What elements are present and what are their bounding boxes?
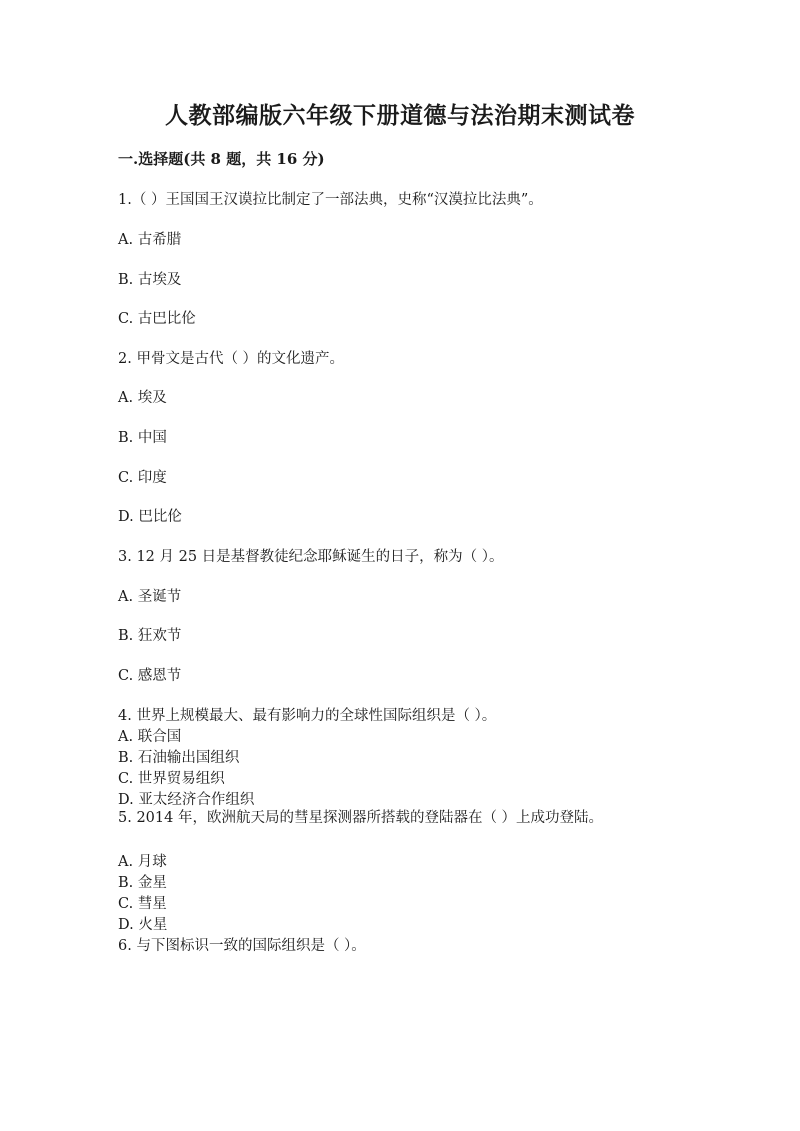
- exam-title: 人教部编版六年级下册道德与法治期末测试卷: [165, 102, 635, 129]
- question-5-option-d[interactable]: D. 火星: [118, 917, 168, 933]
- question-5-stem: 5. 2014 年，欧洲航天局的彗星探测器所搭载的登陆器在（ ）上成功登陆。: [118, 810, 604, 826]
- question-2-option-c[interactable]: C. 印度: [118, 470, 167, 486]
- question-2-option-d[interactable]: D. 巴比伦: [118, 509, 182, 525]
- question-1-stem: 1.（ ）王国国王汉谟拉比制定了一部法典，史称“汉漠拉比法典”。: [118, 192, 543, 208]
- question-3-option-c[interactable]: C. 感恩节: [118, 668, 182, 684]
- question-4-option-b[interactable]: B. 石油输出国组织: [118, 750, 240, 766]
- question-3-stem: 3. 12 月 25 日是基督教徒纪念耶稣诞生的日子，称为（ ）。: [118, 549, 504, 565]
- question-3-option-a[interactable]: A. 圣诞节: [118, 589, 182, 605]
- question-2-option-a[interactable]: A. 埃及: [118, 390, 167, 406]
- question-1-option-a[interactable]: A. 古希腊: [118, 232, 182, 248]
- question-5-option-c[interactable]: C. 彗星: [118, 896, 167, 912]
- section-heading: 一.选择题(共 8 题，共 16 分): [118, 150, 325, 168]
- question-5-option-b[interactable]: B. 金星: [118, 875, 167, 891]
- question-4-option-c[interactable]: C. 世界贸易组织: [118, 771, 225, 787]
- question-1-option-c[interactable]: C. 古巴比伦: [118, 311, 196, 327]
- question-2-option-b[interactable]: B. 中国: [118, 430, 167, 446]
- question-4-stem: 4. 世界上规模最大、最有影响力的全球性国际组织是（ ）。: [118, 708, 497, 724]
- question-4-option-a[interactable]: A. 联合国: [118, 729, 182, 745]
- question-6-stem: 6. 与下图标识一致的国际组织是（ ）。: [118, 938, 366, 954]
- question-4-option-d[interactable]: D. 亚太经济合作组织: [118, 792, 255, 808]
- question-5-option-a[interactable]: A. 月球: [118, 854, 167, 870]
- question-1-option-b[interactable]: B. 古埃及: [118, 272, 182, 288]
- question-2-stem: 2. 甲骨文是古代（ ）的文化遗产。: [118, 351, 345, 367]
- question-3-option-b[interactable]: B. 狂欢节: [118, 628, 182, 644]
